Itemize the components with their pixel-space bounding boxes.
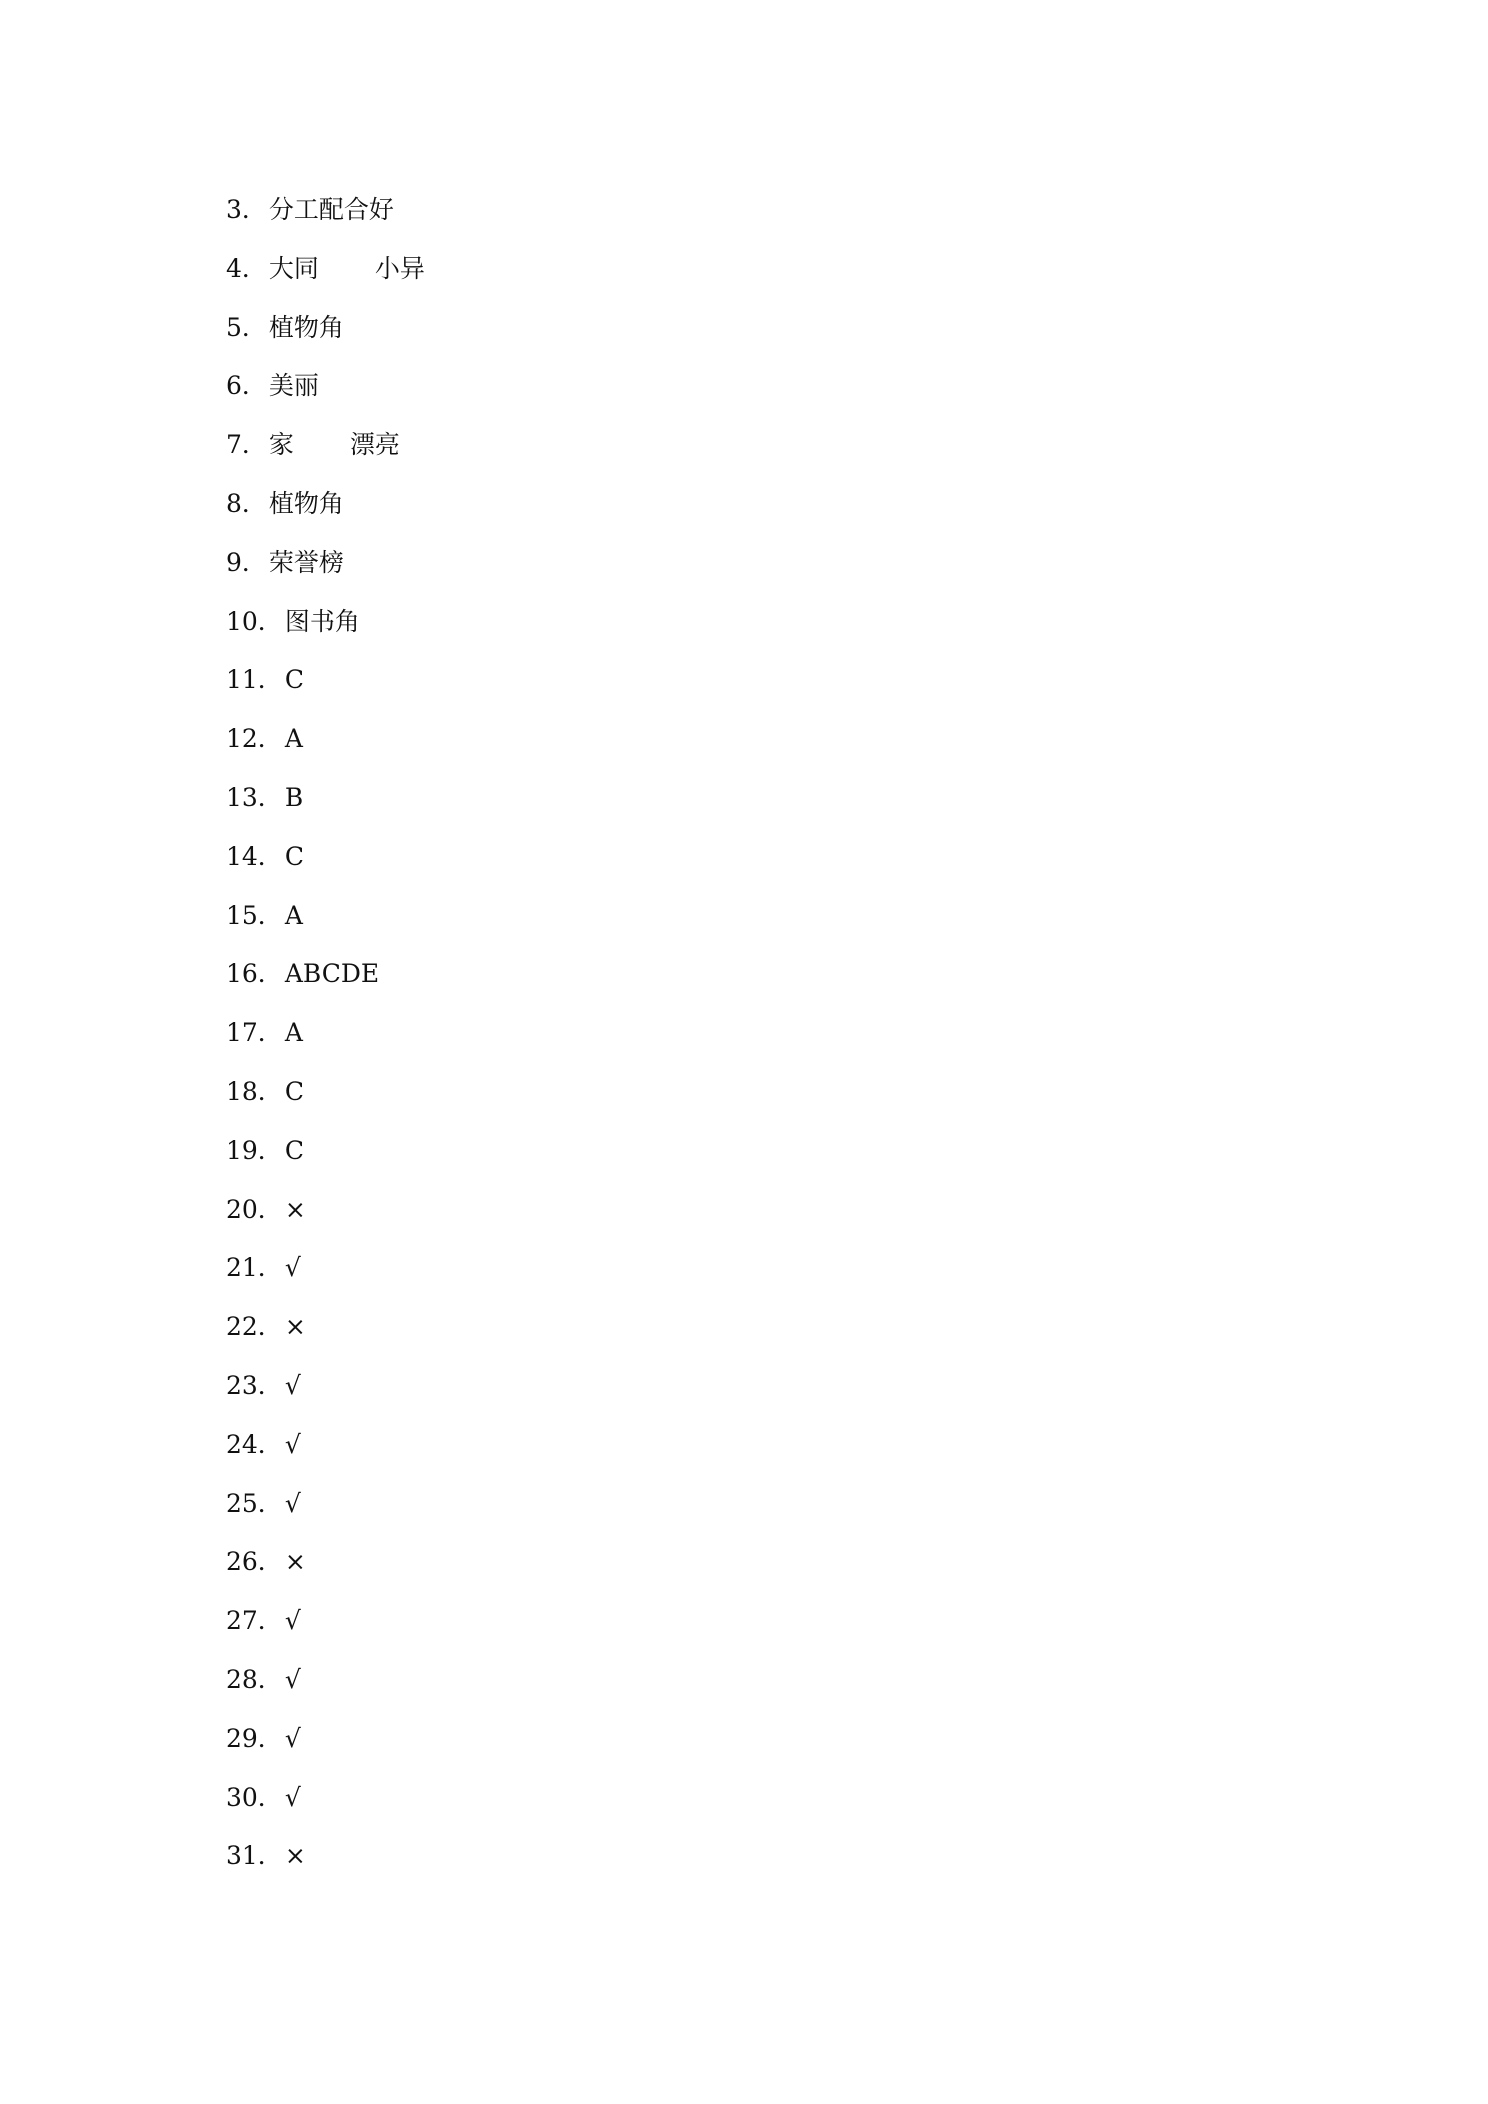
answer-text: 分工配合好 bbox=[268, 195, 394, 224]
answer-text: C bbox=[284, 841, 304, 871]
answer-line bbox=[226, 1776, 425, 1835]
answer-line bbox=[226, 1011, 425, 1070]
answer-number: 3． bbox=[226, 195, 267, 224]
answer-text: √ bbox=[284, 1606, 301, 1636]
answer-line bbox=[226, 1540, 425, 1599]
answer-line bbox=[226, 1129, 425, 1188]
answer-number: 29． bbox=[226, 1723, 283, 1753]
answer-line bbox=[226, 600, 425, 659]
answer-number: 23． bbox=[226, 1370, 283, 1400]
answer-text: 家 bbox=[268, 430, 294, 460]
answer-text: √ bbox=[284, 1723, 301, 1753]
answer-number: 16． bbox=[226, 959, 283, 989]
answer-text: √ bbox=[284, 1782, 301, 1812]
answer-line bbox=[226, 364, 425, 423]
answer-number: 8． bbox=[226, 488, 267, 518]
answer-line bbox=[226, 247, 425, 306]
answer-line bbox=[226, 1246, 425, 1305]
answer-text: A bbox=[284, 724, 303, 754]
answer-number: 10． bbox=[226, 606, 283, 636]
answer-number: 5． bbox=[226, 312, 267, 342]
answer-text: √ bbox=[284, 1429, 301, 1459]
answer-number: 4． bbox=[226, 253, 267, 283]
answer-text: ABCDE bbox=[284, 959, 380, 989]
answer-text: √ bbox=[284, 1253, 301, 1283]
answer-line bbox=[226, 1834, 425, 1893]
answer-text: 图书角 bbox=[284, 606, 360, 636]
answer-text: 漂亮 bbox=[349, 430, 400, 460]
answer-number: 26． bbox=[226, 1547, 283, 1577]
answer-text: √ bbox=[284, 1664, 301, 1694]
answer-text: √ bbox=[284, 1370, 301, 1400]
answer-line bbox=[226, 1423, 425, 1482]
answer-line bbox=[226, 306, 425, 365]
answer-text: × bbox=[284, 1194, 306, 1224]
answer-text: 植物角 bbox=[268, 312, 344, 342]
answer-line bbox=[226, 1658, 425, 1717]
answer-text: C bbox=[284, 665, 304, 695]
answer-number: 9． bbox=[226, 547, 267, 577]
answer-line bbox=[226, 423, 425, 482]
answer-line bbox=[226, 894, 425, 953]
answer-text: √ bbox=[284, 1488, 301, 1518]
answer-number: 7． bbox=[226, 430, 267, 460]
answer-line bbox=[226, 1717, 425, 1776]
answer-number: 12． bbox=[226, 724, 283, 754]
answer-line bbox=[226, 1482, 425, 1541]
answer-line bbox=[226, 658, 425, 717]
answer-text: C bbox=[284, 1076, 304, 1106]
answer-number: 28． bbox=[226, 1664, 283, 1694]
answer-number: 27． bbox=[226, 1606, 283, 1636]
answer-line bbox=[226, 1364, 425, 1423]
answer-text: A bbox=[284, 900, 303, 930]
answer-line bbox=[226, 1070, 425, 1129]
answer-line bbox=[226, 835, 425, 894]
answer-text: × bbox=[284, 1841, 306, 1871]
answer-text: × bbox=[284, 1312, 306, 1342]
answer-line bbox=[226, 188, 425, 247]
answer-line bbox=[226, 1305, 425, 1364]
answer-text: 大同 bbox=[268, 253, 319, 283]
answer-line bbox=[226, 952, 425, 1011]
answer-line bbox=[226, 1599, 425, 1658]
answer-text: × bbox=[284, 1547, 306, 1577]
answer-text: B bbox=[284, 782, 304, 812]
answer-number: 24． bbox=[226, 1429, 283, 1459]
answer-number: 30． bbox=[226, 1782, 283, 1812]
answer-line bbox=[226, 717, 425, 776]
answer-number: 11． bbox=[226, 665, 283, 695]
answer-number: 20． bbox=[226, 1194, 283, 1224]
answer-line bbox=[226, 482, 425, 541]
answer-text: 荣誉榜 bbox=[268, 547, 344, 577]
answer-number: 15． bbox=[226, 900, 283, 930]
answer-text: 美丽 bbox=[268, 371, 319, 401]
answer-number: 31． bbox=[226, 1841, 283, 1871]
answer-list bbox=[226, 188, 425, 1893]
answer-number: 18． bbox=[226, 1076, 283, 1106]
answer-line bbox=[226, 1188, 425, 1247]
answer-line bbox=[226, 541, 425, 600]
answer-text: A bbox=[284, 1018, 303, 1048]
answer-text: C bbox=[284, 1135, 304, 1165]
answer-number: 21． bbox=[226, 1253, 283, 1283]
answer-line bbox=[226, 776, 425, 835]
answer-number: 19． bbox=[226, 1135, 283, 1165]
answer-number: 14． bbox=[226, 841, 283, 871]
answer-number: 6． bbox=[226, 371, 267, 401]
answer-number: 22． bbox=[226, 1312, 283, 1342]
answer-text: 植物角 bbox=[268, 488, 344, 518]
answer-number: 25． bbox=[226, 1488, 283, 1518]
answer-text: 小异 bbox=[374, 253, 425, 283]
answer-number: 17． bbox=[226, 1018, 283, 1048]
answer-number: 13． bbox=[226, 782, 283, 812]
